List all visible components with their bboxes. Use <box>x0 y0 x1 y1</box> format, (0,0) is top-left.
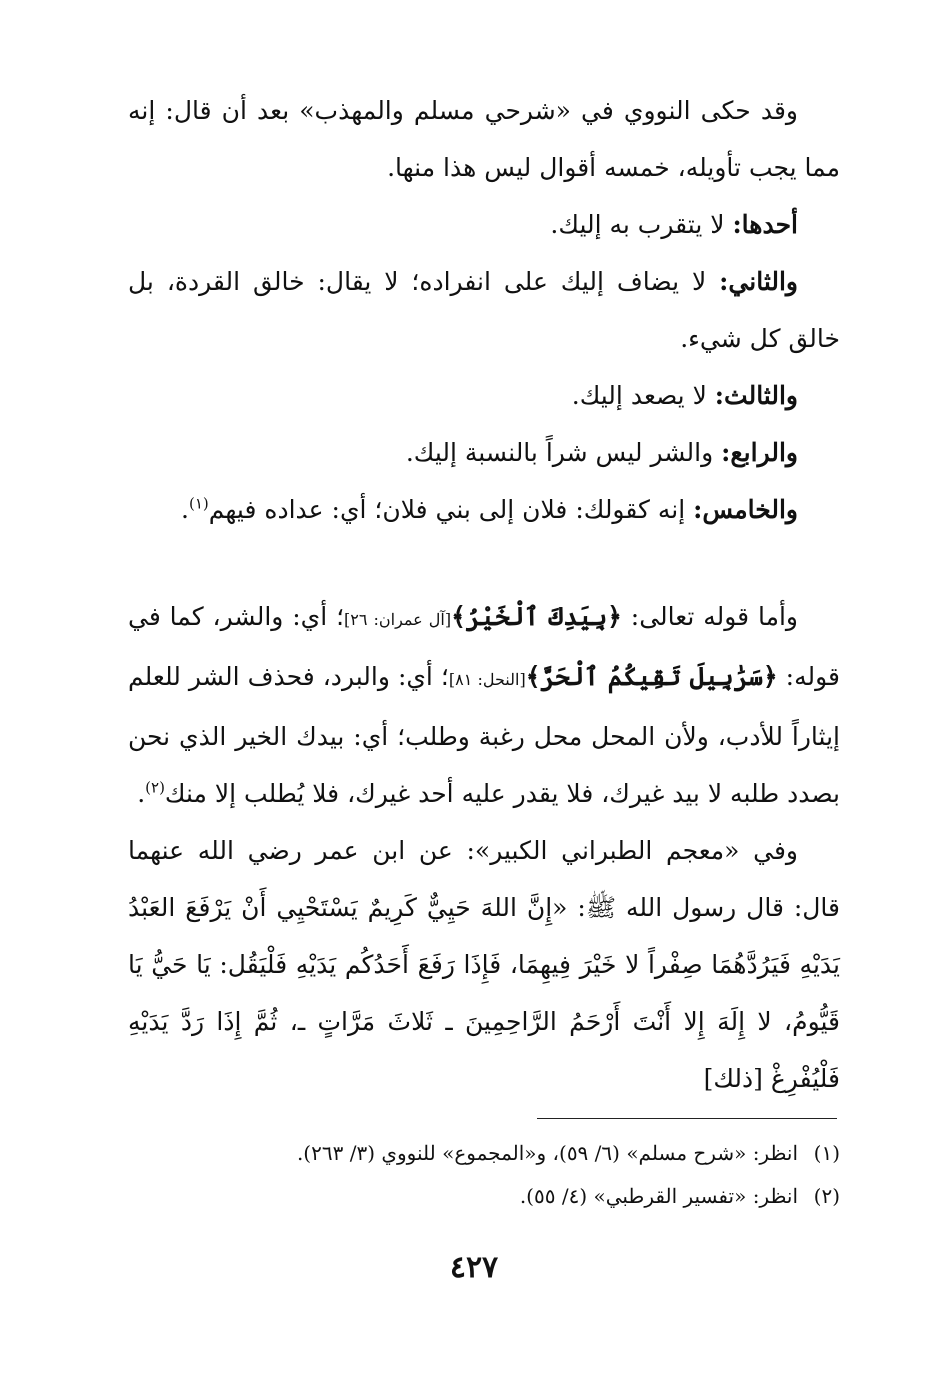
verse-text-end: . <box>137 779 146 808</box>
footnote-2 <box>128 1175 840 1218</box>
quran-ref-1: [آل عمران: ٢٦] <box>344 610 452 629</box>
saying-1-text: لا يتقرب به إليك. <box>550 210 733 239</box>
saying-3 <box>128 367 840 424</box>
saying-5-label: والخامس: <box>693 495 798 524</box>
saying-2-label: والثاني: <box>719 267 798 296</box>
verse-text-b: ؛ أي: والشر، كما في قوله: <box>128 602 840 691</box>
verse-text-c: ؛ أي: والبرد، فحذف الشر للعلم إيثاراً للأدب، ولأن المحل محل رغبة وطلب؛ أي: بيدك الخير الذي نحن بصدد طلبه لا بيد غيرك، فلا يقدر عليه أحد غيرك، فلا يُطلب إلا منك <box>128 662 840 808</box>
saying-2-text: لا يضاف إليك على انفراده؛ لا يقال: خالق القردة، بل خالق كل شيء. <box>128 267 840 353</box>
hadith-text: إِنَّ اللهَ حَيِيٌّ كَرِيمٌ يَسْتَحْيِي أَنْ يَرْفَعَ العَبْدُ يَدَيْهِ فَيَرُدَّهُمَا صِفْراً لا خَيْرَ فِيهِمَا، فَإِذَا رَفَعَ أَحَدُكُم يَدَيْهِ فَلْيَقُل: يَا حَيُّ يَا قَيُّومُ، لا إِلَهَ إِلا أَنْتَ أَرْحَمُ الرَّاحِمِينَ ـ ثَلاثَ مَرَّاتٍ ـ، ثُمَّ إِذَا رَدَّ يَدَيْهِ فَلْيُفْرِغْ [ذلك] <box>128 893 840 1093</box>
footnotes <box>128 1132 840 1218</box>
footnote-2-text: انظر: «تفسير القرطبي» (٤/ ٥٥). <box>519 1184 798 1208</box>
quran-ref-2: [النحل: ٨١] <box>448 670 526 689</box>
saying-5-end: . <box>181 495 189 524</box>
verse-paragraph <box>128 588 840 822</box>
hadith-intro: وفي «معجم الطبراني الكبير»: عن ابن عمر رضي الله عنهما قال: قال رسول الله ﷺ: « <box>128 836 841 922</box>
saying-4 <box>128 424 840 481</box>
saying-4-text: والشر ليس شراً بالنسبة إليك. <box>405 438 722 467</box>
saying-3-text: لا يصعد إليك. <box>571 381 715 410</box>
quran-quote-2: ﴿سَرَٰبِيلَ تَقِيكُمُ ٱلْحَرَّ﴾ <box>525 662 778 691</box>
saying-4-label: والرابع: <box>721 438 798 467</box>
hadith-paragraph <box>128 822 840 1107</box>
nawawi-intro: وقد حكى النووي في «شرحي مسلم والمهذب» بعد أن قال: إنه مما يجب تأويله، خمسه أقوال ليس هذا منها. <box>128 96 840 182</box>
footnote-1-text: انظر: «شرح مسلم» (٦/ ٥٩)، و«المجموع» للنووي (٣/ ٢٦٣). <box>296 1141 798 1165</box>
saying-5-text: إنه كقولك: فلان إلى بني فلان؛ أي: عداده فيهم <box>208 495 694 524</box>
page-number: ٤٢٧ <box>449 1250 499 1285</box>
verse-text-a: وأما قوله تعالى: <box>621 602 799 631</box>
footnote-ref-1[interactable]: (١) <box>188 494 209 513</box>
nawawi-sayings-block <box>128 82 840 538</box>
footnote-1 <box>128 1132 840 1175</box>
verse-commentary-block <box>128 588 840 1107</box>
footnote-ref-2[interactable]: (٢) <box>145 778 165 797</box>
footnote-1-number: (١) <box>813 1141 840 1165</box>
saying-2 <box>128 253 840 367</box>
saying-3-label: والثالث: <box>714 381 798 410</box>
saying-5 <box>128 481 840 538</box>
footnote-divider <box>537 1118 837 1119</box>
footnote-2-number: (٢) <box>813 1184 840 1208</box>
quran-quote-1: ﴿بِيَدِكَ ٱلْخَيْرُ﴾ <box>451 602 622 631</box>
saying-1-label: أحدها: <box>732 210 798 239</box>
saying-1 <box>128 196 840 253</box>
